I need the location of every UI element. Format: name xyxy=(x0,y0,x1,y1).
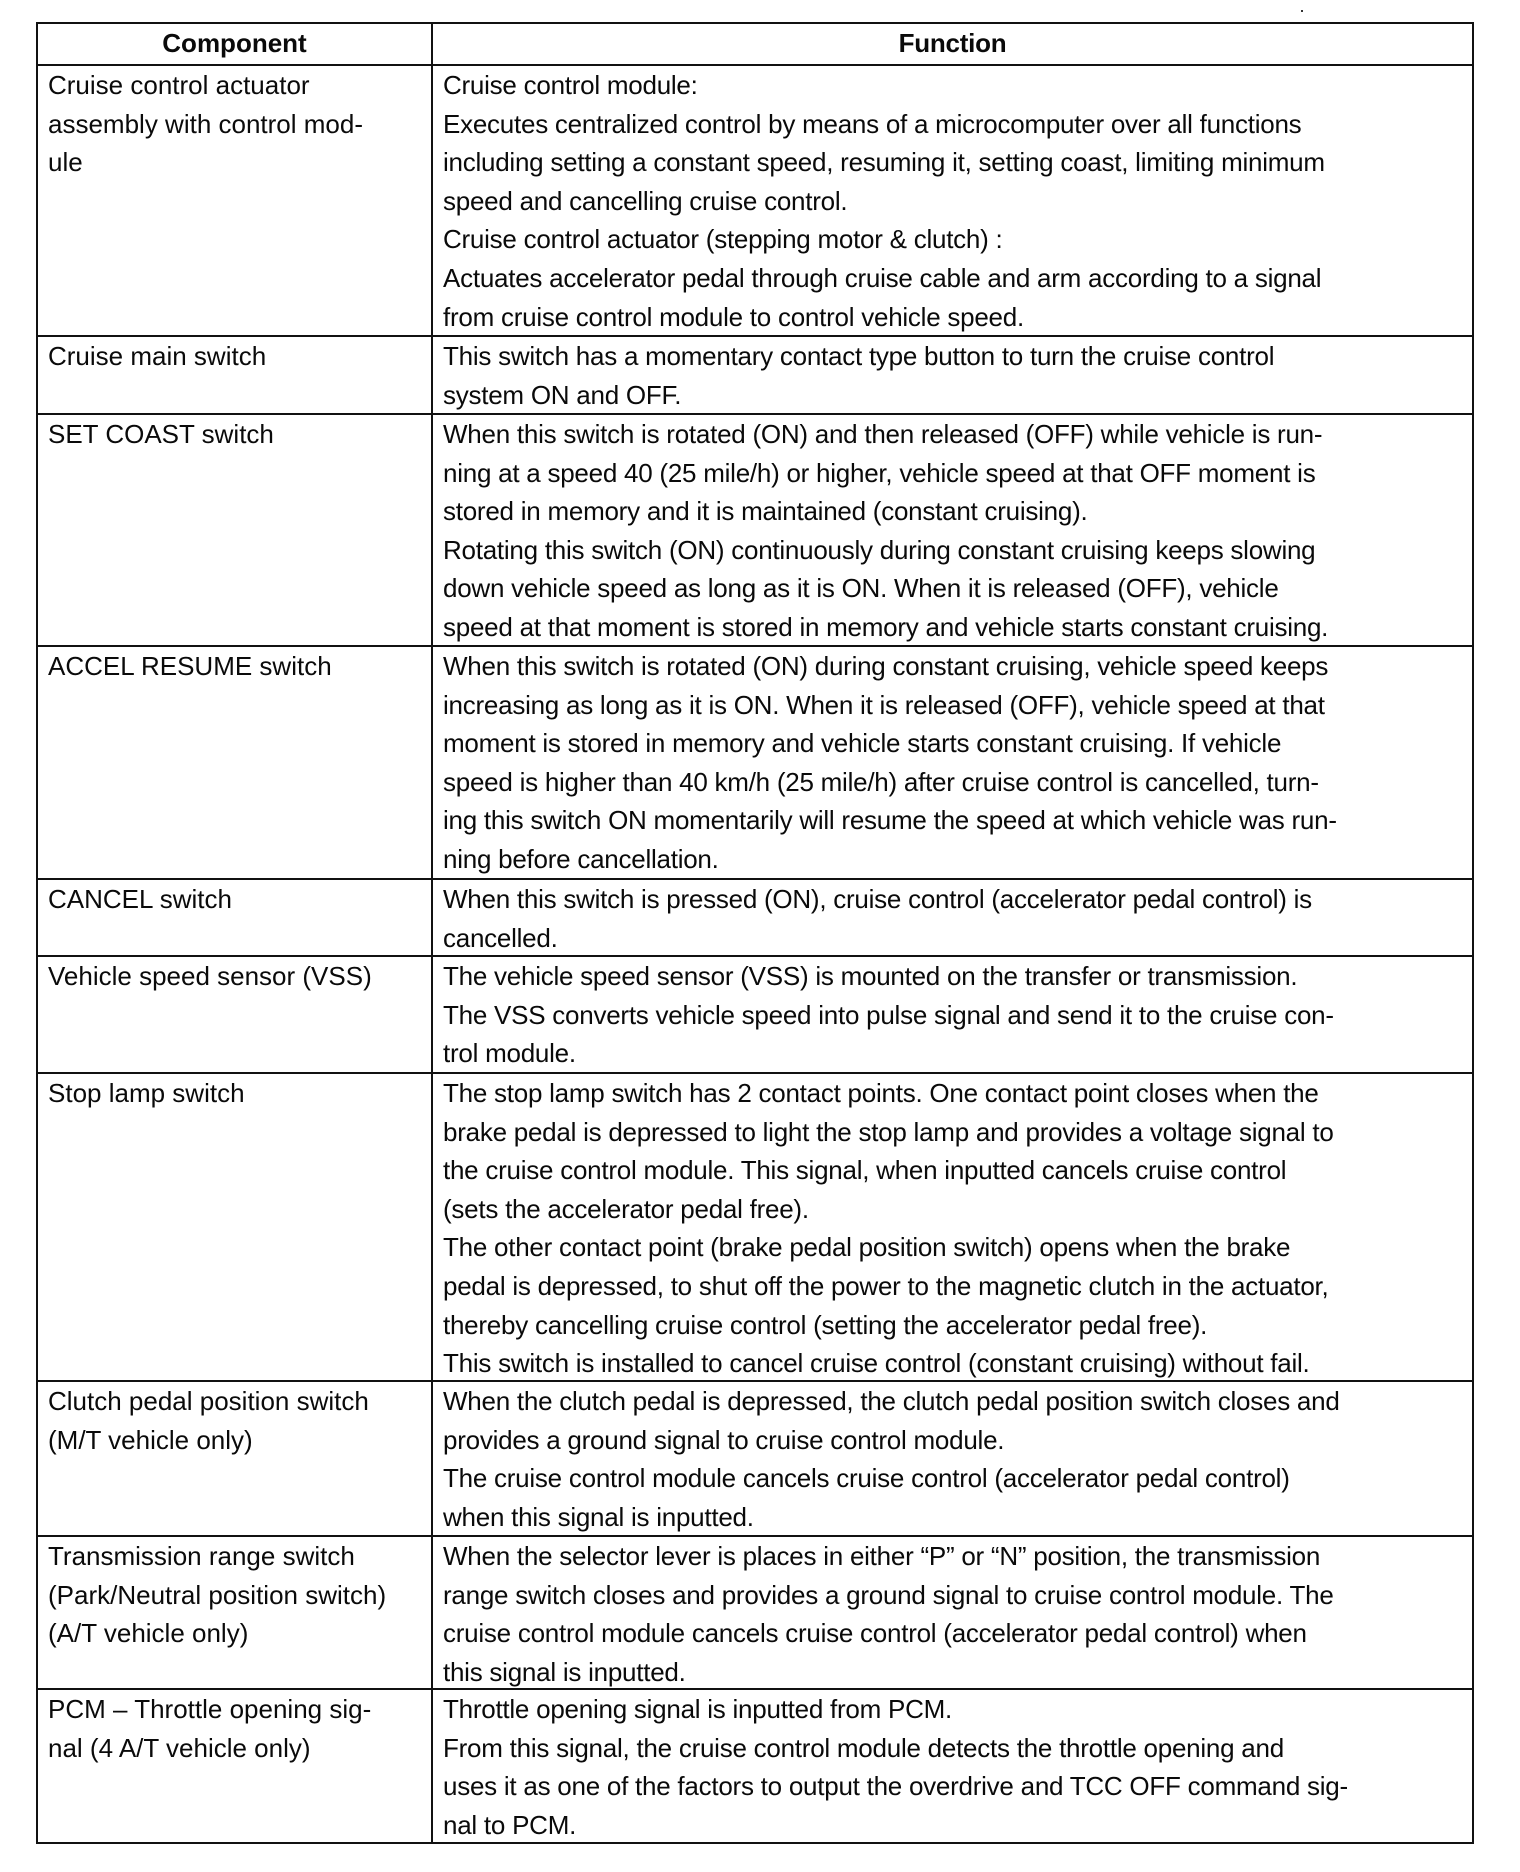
function-text-line: speed at that moment is stored in memory and vehicle starts constant cruising. xyxy=(443,611,1329,642)
function-text-line: ing this switch ON momentarily will resume the speed at which vehicle was run- xyxy=(443,805,1337,836)
component-cell xyxy=(38,1074,433,1380)
function-text-line: range switch closes and provides a ground signal to cruise control module. The xyxy=(443,1579,1334,1610)
header-function: Function xyxy=(898,28,1007,58)
function-text-line: cancelled. xyxy=(443,922,558,953)
function-text-line: this signal is inputted. xyxy=(443,1656,686,1687)
component-cell xyxy=(38,337,433,413)
function-text-line: speed is higher than 40 km/h (25 mile/h) after cruise control is cancelled, turn- xyxy=(443,766,1319,797)
component-text-line: (A/T vehicle only) xyxy=(48,1618,249,1649)
function-text-line: (sets the accelerator pedal free). xyxy=(443,1193,809,1224)
function-text-line: The cruise control module cancels cruise control (accelerator pedal control) xyxy=(443,1463,1290,1494)
component-text-line: (Park/Neutral position switch) xyxy=(48,1579,387,1610)
table-row xyxy=(38,64,1472,335)
function-text-line: provides a ground signal to cruise control module. xyxy=(443,1424,1005,1455)
function-cell xyxy=(433,415,1472,645)
component-text-line: Clutch pedal position switch xyxy=(48,1386,369,1416)
function-text-line: system ON and OFF. xyxy=(443,379,682,410)
component-text-line: assembly with control mod- xyxy=(48,108,363,139)
table-body xyxy=(38,64,1472,1842)
table-row xyxy=(38,1380,1472,1535)
component-text-line: Vehicle speed sensor (VSS) xyxy=(48,961,372,991)
function-text-line: brake pedal is depressed to light the stop lamp and provides a voltage signal to xyxy=(443,1116,1334,1147)
component-text-line: PCM – Throttle opening sig- xyxy=(48,1694,372,1724)
table-row xyxy=(38,645,1472,878)
component-text-line: ACCEL RESUME switch xyxy=(48,651,332,681)
function-cell xyxy=(433,66,1472,335)
function-text-line: including setting a constant speed, resuming it, setting coast, limiting minimum xyxy=(443,147,1325,178)
function-cell xyxy=(433,1537,1472,1688)
function-text-line: increasing as long as it is ON. When it is released (OFF), vehicle speed at that xyxy=(443,689,1325,720)
component-cell xyxy=(38,415,433,645)
function-text-line: stored in memory and it is maintained (constant cruising). xyxy=(443,496,1088,527)
function-text-line: Cruise control module: xyxy=(443,70,698,100)
component-cell xyxy=(38,1537,433,1688)
component-cell xyxy=(38,1690,433,1842)
table-row xyxy=(38,413,1472,645)
table-header-row xyxy=(38,24,1472,64)
table-row xyxy=(38,1688,1472,1842)
header-component: Component xyxy=(38,24,433,64)
function-cell xyxy=(433,957,1472,1072)
function-text-line: from cruise control module to control vehicle speed. xyxy=(443,301,1024,332)
function-text-line: thereby cancelling cruise control (setting the accelerator pedal free). xyxy=(443,1309,1208,1340)
function-cell xyxy=(433,1382,1472,1535)
function-text-line: The other contact point (brake pedal position switch) opens when the brake xyxy=(443,1232,1291,1263)
function-text-line: cruise control module cancels cruise control (accelerator pedal control) when xyxy=(443,1618,1307,1649)
function-text-line: speed and cancelling cruise control. xyxy=(443,185,848,216)
function-text-line: Rotating this switch (ON) continuously during constant cruising keeps slowing xyxy=(443,534,1316,565)
component-cell xyxy=(38,647,433,878)
function-text-line: Actuates accelerator pedal through cruise cable and arm according to a signal xyxy=(443,262,1322,293)
function-text-line: The stop lamp switch has 2 contact points. One contact point closes when the xyxy=(443,1078,1319,1108)
function-text-line: trol module. xyxy=(443,1038,576,1069)
function-text-line: uses it as one of the factors to output the overdrive and TCC OFF command sig- xyxy=(443,1771,1348,1802)
table-row xyxy=(38,878,1472,955)
function-text-line: This switch is installed to cancel cruise control (constant cruising) without fail. xyxy=(443,1348,1310,1379)
table-row xyxy=(38,955,1472,1072)
component-text-line: SET COAST switch xyxy=(48,419,274,449)
component-text-line: Stop lamp switch xyxy=(48,1078,245,1108)
function-text-line: This switch has a momentary contact type button to turn the cruise control xyxy=(443,341,1275,371)
function-text-line: ning at a speed 40 (25 mile/h) or higher, vehicle speed at that OFF moment is xyxy=(443,457,1316,488)
function-text-line: When the clutch pedal is depressed, the clutch pedal position switch closes and xyxy=(443,1386,1340,1416)
function-cell xyxy=(433,647,1472,878)
function-text-line: when this signal is inputted. xyxy=(443,1501,754,1532)
component-cell xyxy=(38,66,433,335)
scan-speck xyxy=(1301,10,1303,12)
function-text-line: down vehicle speed as long as it is ON. When it is released (OFF), vehicle xyxy=(443,573,1279,604)
function-text-line: the cruise control module. This signal, when inputted cancels cruise control xyxy=(443,1155,1287,1186)
function-text-line: When this switch is pressed (ON), cruise control (accelerator pedal control) is xyxy=(443,884,1312,914)
function-text-line: The vehicle speed sensor (VSS) is mounted on the transfer or transmission. xyxy=(443,961,1298,991)
function-text-line: The VSS converts vehicle speed into pulse signal and send it to the cruise con- xyxy=(443,999,1334,1030)
function-text-line: When this switch is rotated (ON) during constant cruising, vehicle speed keeps xyxy=(443,651,1329,681)
function-text-line: Executes centralized control by means of a microcomputer over all functions xyxy=(443,108,1302,139)
function-text-line: ning before cancellation. xyxy=(443,843,719,874)
table-row xyxy=(38,1535,1472,1688)
component-text-line: ule xyxy=(48,147,83,178)
function-text-line: moment is stored in memory and vehicle starts constant cruising. If vehicle xyxy=(443,728,1282,759)
component-cell xyxy=(38,880,433,955)
function-cell xyxy=(433,1074,1472,1380)
component-text-line: Cruise main switch xyxy=(48,341,267,371)
component-text-line: (M/T vehicle only) xyxy=(48,1424,253,1455)
function-text-line: Cruise control actuator (stepping motor & clutch) : xyxy=(443,224,1003,255)
component-text-line: nal (4 A/T vehicle only) xyxy=(48,1732,311,1763)
function-cell xyxy=(433,880,1472,955)
table-row xyxy=(38,1072,1472,1380)
component-text-line: CANCEL switch xyxy=(48,884,232,914)
function-text-line: Throttle opening signal is inputted from PCM. xyxy=(443,1694,953,1724)
component-function-table xyxy=(36,22,1474,1844)
component-text-line: Cruise control actuator xyxy=(48,70,310,100)
function-text-line: From this signal, the cruise control module detects the throttle opening and xyxy=(443,1732,1284,1763)
component-cell xyxy=(38,957,433,1072)
function-text-line: pedal is depressed, to shut off the power to the magnetic clutch in the actuator, xyxy=(443,1270,1329,1301)
function-cell xyxy=(433,1690,1472,1842)
component-text-line: Transmission range switch xyxy=(48,1541,355,1571)
function-cell xyxy=(433,337,1472,413)
component-cell xyxy=(38,1382,433,1535)
function-text-line: When the selector lever is places in either “P” or “N” position, the transmission xyxy=(443,1541,1321,1571)
function-text-line: nal to PCM. xyxy=(443,1809,577,1840)
table-row xyxy=(38,335,1472,413)
function-text-line: When this switch is rotated (ON) and then released (OFF) while vehicle is run- xyxy=(443,419,1323,449)
